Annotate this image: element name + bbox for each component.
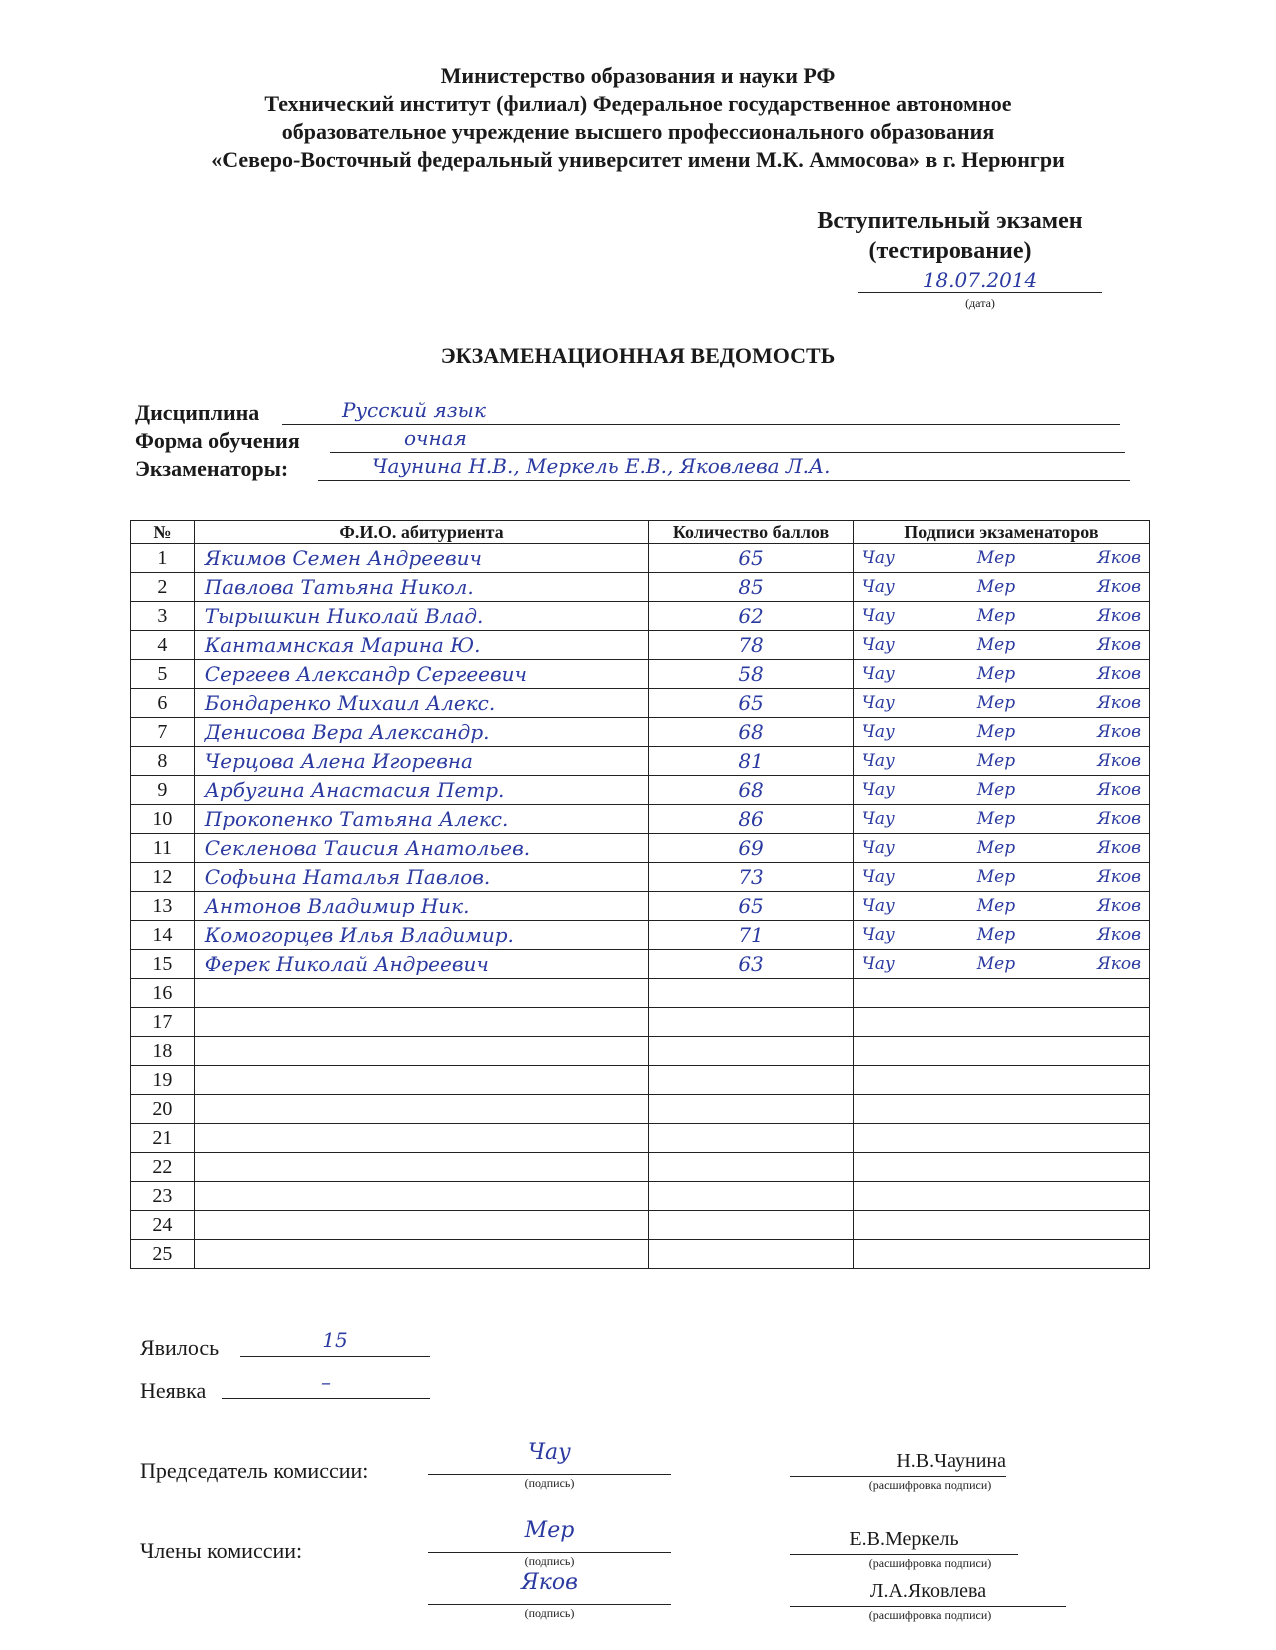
- signature-examiner-1: Чау: [861, 722, 895, 742]
- row-number: 17: [131, 1008, 195, 1037]
- chair-name: Н.В.Чаунина: [790, 1450, 1006, 1477]
- signature-examiner-2: Мер: [976, 722, 1016, 742]
- signatures-cell: [853, 1124, 1149, 1153]
- applicant-name: [194, 1240, 649, 1269]
- col-header-number: №: [131, 521, 195, 544]
- absent-label: Неявка: [140, 1378, 207, 1403]
- applicant-name: [194, 1182, 649, 1211]
- score-value: [649, 1211, 853, 1240]
- table-row: [131, 1211, 1150, 1240]
- row-number: 2: [131, 573, 195, 602]
- table-row: [131, 1153, 1150, 1182]
- signatures-cell: [853, 1066, 1149, 1095]
- signatures-cell: [853, 631, 1149, 660]
- present-value: 15: [240, 1328, 430, 1357]
- signatures-cell: [853, 776, 1149, 805]
- signatures-cell: [853, 863, 1149, 892]
- chair-label: Председатель комиссии:: [140, 1458, 369, 1483]
- signature-examiner-1: Чау: [861, 838, 895, 858]
- row-number: 13: [131, 892, 195, 921]
- signature-examiner-1: Чау: [861, 577, 895, 597]
- table-row: [131, 602, 1150, 631]
- member1-signature-caption: (подпись): [524, 1554, 575, 1568]
- signature-examiner-2: Мер: [976, 577, 1016, 597]
- signature-examiner-1: Чау: [861, 693, 895, 713]
- applicant-name: Кантамнская Марина Ю.: [194, 631, 649, 660]
- score-value: 85: [649, 573, 853, 602]
- score-value: 73: [649, 863, 853, 892]
- signatures-cell: [853, 660, 1149, 689]
- score-value: [649, 1124, 853, 1153]
- signature-examiner-2: Мер: [976, 809, 1016, 829]
- row-number: 3: [131, 602, 195, 631]
- score-value: 68: [649, 718, 853, 747]
- signature-examiner-2: Мер: [976, 606, 1016, 626]
- signature-examiner-3: Яков: [1096, 606, 1141, 626]
- score-value: 78: [649, 631, 853, 660]
- signatures-cell: [853, 718, 1149, 747]
- table-row: [131, 776, 1150, 805]
- score-value: [649, 1066, 853, 1095]
- form-value: очная: [404, 426, 467, 450]
- member1-name-caption: (расшифровка подписи): [868, 1556, 992, 1570]
- members-label: Члены комиссии:: [140, 1538, 303, 1563]
- table-row: [131, 747, 1150, 776]
- row-number: 24: [131, 1211, 195, 1240]
- examiners-value: Чаунина Н.В., Меркель Е.В., Яковлева Л.А.: [372, 454, 831, 478]
- table-row: [131, 1240, 1150, 1269]
- signature-examiner-1: Чау: [861, 809, 895, 829]
- signature-examiner-1: Чау: [861, 925, 895, 945]
- table-row: [131, 631, 1150, 660]
- row-number: 14: [131, 921, 195, 950]
- applicant-name: Черцова Алена Игоревна: [194, 747, 649, 776]
- row-number: 10: [131, 805, 195, 834]
- signature-examiner-2: Мер: [976, 925, 1016, 945]
- signature-examiner-3: Яков: [1096, 548, 1141, 568]
- signatures-cell: [853, 921, 1149, 950]
- header-line-2: Технический институт (филиал) Федеральное государственное автономное: [264, 91, 1012, 116]
- signature-examiner-1: Чау: [861, 896, 895, 916]
- row-number: 12: [131, 863, 195, 892]
- applicant-name: Софьина Наталья Павлов.: [194, 863, 649, 892]
- signatures-cell: [853, 1182, 1149, 1211]
- member2-name: Л.А.Яковлева: [790, 1580, 1066, 1607]
- row-number: 19: [131, 1066, 195, 1095]
- signature-examiner-3: Яков: [1096, 867, 1141, 887]
- signature-examiner-1: Чау: [861, 635, 895, 655]
- row-number: 21: [131, 1124, 195, 1153]
- applicant-name: [194, 1211, 649, 1240]
- row-number: 15: [131, 950, 195, 979]
- row-number: 5: [131, 660, 195, 689]
- applicant-name: Павлова Татьяна Никол.: [194, 573, 649, 602]
- table-row: [131, 979, 1150, 1008]
- signature-examiner-2: Мер: [976, 954, 1016, 974]
- row-number: 8: [131, 747, 195, 776]
- applicant-name: Арбугина Анастасия Петр.: [194, 776, 649, 805]
- score-value: 63: [649, 950, 853, 979]
- col-header-score: Количество баллов: [649, 521, 853, 544]
- signature-examiner-3: Яков: [1096, 809, 1141, 829]
- member1-signature: Мер: [428, 1518, 671, 1553]
- signatures-cell: [853, 950, 1149, 979]
- member1-name: Е.В.Меркель: [790, 1528, 1018, 1555]
- score-value: 65: [649, 689, 853, 718]
- signature-examiner-1: Чау: [861, 664, 895, 684]
- applicant-name: Секленова Таисия Анатольев.: [194, 834, 649, 863]
- applicant-name: Комогорцев Илья Владимир.: [194, 921, 649, 950]
- col-header-fio: Ф.И.О. абитуриента: [194, 521, 649, 544]
- table-row: [131, 1182, 1150, 1211]
- signature-examiner-2: Мер: [976, 780, 1016, 800]
- score-value: 68: [649, 776, 853, 805]
- row-number: 18: [131, 1037, 195, 1066]
- header-line-3: образовательное учреждение высшего профессионального образования: [281, 119, 995, 144]
- score-value: [649, 1095, 853, 1124]
- signatures-cell: [853, 1240, 1149, 1269]
- table-row: [131, 660, 1150, 689]
- signatures-cell: [853, 1095, 1149, 1124]
- score-value: 81: [649, 747, 853, 776]
- exam-date-caption: (дата): [965, 296, 995, 310]
- score-value: [649, 1240, 853, 1269]
- member2-name-caption: (расшифровка подписи): [868, 1608, 992, 1622]
- applicant-name: Якимов Семен Андреевич: [194, 544, 649, 573]
- score-value: 71: [649, 921, 853, 950]
- signature-examiner-2: Мер: [976, 896, 1016, 916]
- score-value: 62: [649, 602, 853, 631]
- row-number: 25: [131, 1240, 195, 1269]
- signature-examiner-3: Яков: [1096, 722, 1141, 742]
- form-label: Форма обучения: [135, 428, 300, 453]
- signature-examiner-3: Яков: [1096, 780, 1141, 800]
- score-value: 69: [649, 834, 853, 863]
- signatures-cell: [853, 979, 1149, 1008]
- table-row: [131, 1124, 1150, 1153]
- table-row: [131, 1008, 1150, 1037]
- applicant-name: Денисова Вера Александр.: [194, 718, 649, 747]
- signature-examiner-3: Яков: [1096, 838, 1141, 858]
- table-row: [131, 1037, 1150, 1066]
- examiners-label: Экзаменаторы:: [135, 456, 289, 481]
- signature-examiner-1: Чау: [861, 606, 895, 626]
- score-value: [649, 979, 853, 1008]
- applicant-name: Антонов Владимир Ник.: [194, 892, 649, 921]
- applicant-name: [194, 1095, 649, 1124]
- signatures-cell: [853, 1008, 1149, 1037]
- signatures-cell: [853, 689, 1149, 718]
- member2-signature: Яков: [428, 1570, 671, 1605]
- applicant-name: Ферек Николай Андреевич: [194, 950, 649, 979]
- score-value: [649, 1153, 853, 1182]
- applicant-name: [194, 979, 649, 1008]
- score-value: [649, 1182, 853, 1211]
- applicant-name: [194, 1008, 649, 1037]
- signature-examiner-2: Мер: [976, 867, 1016, 887]
- form-line: [330, 426, 1125, 453]
- signature-examiner-2: Мер: [976, 635, 1016, 655]
- signatures-cell: [853, 1153, 1149, 1182]
- applicant-name: Бондаренко Михаил Алекс.: [194, 689, 649, 718]
- table-row: [131, 892, 1150, 921]
- signatures-cell: [853, 892, 1149, 921]
- signature-examiner-1: Чау: [861, 548, 895, 568]
- signature-examiner-2: Мер: [976, 751, 1016, 771]
- signature-examiner-3: Яков: [1096, 635, 1141, 655]
- signature-examiner-3: Яков: [1096, 925, 1141, 945]
- table-row: [131, 805, 1150, 834]
- score-value: 58: [649, 660, 853, 689]
- applicant-name: Сергеев Александр Сергеевич: [194, 660, 649, 689]
- exam-date: 18.07.2014: [858, 268, 1102, 293]
- table-row: [131, 921, 1150, 950]
- col-header-signatures: Подписи экзаменаторов: [853, 521, 1149, 544]
- row-number: 22: [131, 1153, 195, 1182]
- signature-examiner-2: Мер: [976, 548, 1016, 568]
- document-title: ЭКЗАМЕНАЦИОННАЯ ВЕДОМОСТЬ: [440, 343, 836, 368]
- applicant-name: [194, 1066, 649, 1095]
- signature-examiner-2: Мер: [976, 693, 1016, 713]
- signature-examiner-3: Яков: [1096, 577, 1141, 597]
- table-row: [131, 863, 1150, 892]
- exam-title-line-1: Вступительный экзамен: [817, 208, 1083, 234]
- score-value: [649, 1037, 853, 1066]
- header-line-4: «Северо-Восточный федеральный университет имени М.К. Аммосова» в г. Нерюнгри: [211, 147, 1065, 172]
- chair-signature: Чау: [428, 1440, 671, 1475]
- chair-signature-caption: (подпись): [524, 1476, 575, 1490]
- score-value: 65: [649, 544, 853, 573]
- signatures-cell: [853, 805, 1149, 834]
- exam-title-line-2: (тестирование): [868, 238, 1032, 264]
- row-number: 4: [131, 631, 195, 660]
- signature-examiner-1: Чау: [861, 780, 895, 800]
- signature-examiner-3: Яков: [1096, 954, 1141, 974]
- discipline-line: [282, 398, 1120, 425]
- chair-name-caption: (расшифровка подписи): [868, 1478, 992, 1492]
- signature-examiner-3: Яков: [1096, 751, 1141, 771]
- signature-examiner-2: Мер: [976, 838, 1016, 858]
- applicant-name: Прокопенко Татьяна Алекс.: [194, 805, 649, 834]
- signatures-cell: [853, 573, 1149, 602]
- member2-signature-caption: (подпись): [524, 1606, 575, 1620]
- signature-examiner-1: Чау: [861, 867, 895, 887]
- table-body: [131, 544, 1150, 1269]
- signature-examiner-3: Яков: [1096, 693, 1141, 713]
- row-number: 7: [131, 718, 195, 747]
- applicant-name: [194, 1153, 649, 1182]
- signature-examiner-1: Чау: [861, 751, 895, 771]
- signatures-cell: [853, 834, 1149, 863]
- table-row: [131, 1066, 1150, 1095]
- applicant-name: [194, 1124, 649, 1153]
- row-number: 1: [131, 544, 195, 573]
- examiners-line: [318, 454, 1130, 481]
- exam-title: [790, 206, 1110, 266]
- row-number: 9: [131, 776, 195, 805]
- absent-value: –: [222, 1370, 430, 1399]
- table-row: [131, 689, 1150, 718]
- exam-table: [130, 520, 1150, 1269]
- row-number: 20: [131, 1095, 195, 1124]
- row-number: 11: [131, 834, 195, 863]
- signature-examiner-3: Яков: [1096, 664, 1141, 684]
- row-number: 6: [131, 689, 195, 718]
- signatures-cell: [853, 1211, 1149, 1240]
- score-value: 65: [649, 892, 853, 921]
- table-row: [131, 950, 1150, 979]
- discipline-label: Дисциплина: [135, 400, 260, 425]
- table-row: [131, 834, 1150, 863]
- signatures-cell: [853, 1037, 1149, 1066]
- signatures-cell: [853, 747, 1149, 776]
- header-line-1: Министерство образования и науки РФ: [440, 63, 836, 88]
- table-row: [131, 1095, 1150, 1124]
- applicant-name: [194, 1037, 649, 1066]
- score-value: [649, 1008, 853, 1037]
- signatures-cell: [853, 602, 1149, 631]
- table-row: [131, 544, 1150, 573]
- row-number: 16: [131, 979, 195, 1008]
- present-label: Явилось: [140, 1335, 220, 1360]
- signatures-cell: [853, 544, 1149, 573]
- signature-examiner-3: Яков: [1096, 896, 1141, 916]
- applicant-name: Тырышкин Николай Влад.: [194, 602, 649, 631]
- table-header-row: [131, 521, 1150, 544]
- score-value: 86: [649, 805, 853, 834]
- row-number: 23: [131, 1182, 195, 1211]
- signature-examiner-1: Чау: [861, 954, 895, 974]
- discipline-value: Русский язык: [342, 398, 486, 422]
- signature-examiner-2: Мер: [976, 664, 1016, 684]
- table-row: [131, 573, 1150, 602]
- table-row: [131, 718, 1150, 747]
